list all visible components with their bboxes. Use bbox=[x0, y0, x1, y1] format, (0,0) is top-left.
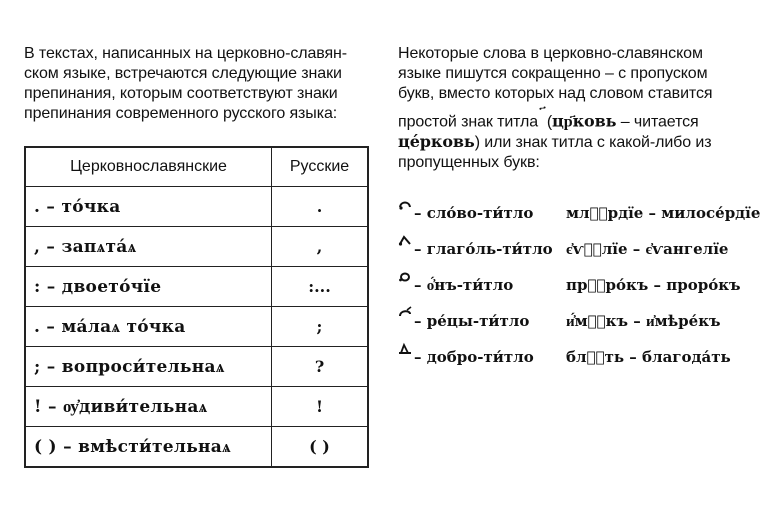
titla-name: – о҆́нъ-ти́тло bbox=[414, 276, 514, 294]
list-item bbox=[398, 270, 758, 306]
right-intro-line: Некоторые слова в церковно-славянском bbox=[398, 45, 703, 62]
cs-word-abbrev: цр҃ковь bbox=[552, 111, 617, 131]
dobro-titlo-icon bbox=[398, 342, 412, 356]
table-cell-ru: ( ) bbox=[272, 427, 369, 468]
rtsy-titlo-icon bbox=[398, 306, 412, 320]
table-cell-cs: ; – вопроси́тельнаѧ bbox=[25, 347, 272, 387]
table-cell-cs: ! – ѹ҆диви́тельнаѧ bbox=[25, 387, 272, 427]
titla-name: – глаго́ль-ти́тло bbox=[414, 240, 553, 258]
table-row bbox=[25, 387, 368, 427]
list-item bbox=[398, 198, 761, 234]
table-row bbox=[25, 227, 368, 267]
right-intro-line: пропущенных букв: bbox=[398, 154, 540, 172]
table-row bbox=[25, 347, 368, 387]
titla-example: блⷢ҇ть – благода́ть bbox=[566, 348, 731, 366]
left-intro-line: препинания современного русского языка: bbox=[24, 105, 338, 122]
table-cell-cs: . – то́чка bbox=[25, 187, 272, 227]
titla-example: и҆́мⷬ҇къ – и҆мѣре́къ bbox=[566, 312, 721, 330]
table-row bbox=[25, 187, 368, 227]
line4-prefix: простой знак титла bbox=[398, 113, 539, 131]
titla-name: – сло́во-ти́тло bbox=[414, 204, 534, 222]
column-header-church-slavonic: Церковнославянские bbox=[25, 147, 272, 187]
table-cell-cs: . – ма́лаѧ то́чка bbox=[25, 307, 272, 347]
titla-example: млⷭ҇рдїе – милосе́рдїе bbox=[566, 204, 761, 222]
titla-example: прⷪ҇ро́къ – проро́къ bbox=[566, 276, 741, 294]
table-cell-cs: ( ) – вмѣсти́тельнаѧ bbox=[25, 427, 272, 468]
table-row bbox=[25, 307, 368, 347]
table-row bbox=[25, 267, 368, 307]
table-cell-ru: :... bbox=[272, 267, 369, 307]
list-item bbox=[398, 234, 758, 270]
left-intro-line: В текстах, написанных на церковно-славян- bbox=[24, 45, 348, 62]
table-cell-ru: ? bbox=[272, 347, 369, 387]
table-row bbox=[25, 427, 368, 468]
right-intro-paragraph bbox=[398, 44, 748, 173]
table-cell-ru: ! bbox=[272, 387, 369, 427]
table-cell-cs: : – двоето́чїе bbox=[25, 267, 272, 307]
table-cell-ru: . bbox=[272, 187, 369, 227]
punctuation-table bbox=[24, 146, 369, 468]
right-intro-line: языке пишутся сокращенно – с пропуском bbox=[398, 65, 708, 82]
glagol-titlo-icon bbox=[398, 234, 412, 248]
right-intro-line bbox=[398, 132, 748, 153]
line4-open-paren: ( bbox=[546, 113, 553, 131]
left-intro-paragraph bbox=[24, 44, 370, 124]
table-cell-cs: , – запѧта́ѧ bbox=[25, 227, 272, 267]
left-column bbox=[24, 44, 370, 124]
line4-suffix: – читается bbox=[620, 113, 699, 131]
titla-name: – добро-ти́тло bbox=[414, 348, 534, 366]
slovo-titlo-icon bbox=[398, 198, 412, 212]
titla-name: – ре́цы-ти́тло bbox=[414, 312, 530, 330]
table-cell-ru: ; bbox=[272, 307, 369, 347]
list-item bbox=[398, 306, 758, 342]
right-intro-line bbox=[398, 104, 748, 132]
left-intro-line: ском языке, встречаются следующие знаки bbox=[24, 65, 342, 82]
titla-list bbox=[398, 198, 761, 378]
right-column bbox=[398, 44, 748, 173]
titla-example: є҆ѵⷢ҇лїе – є҆ѵангелїе bbox=[566, 240, 729, 258]
line5-suffix: ) или знак титла с какой-либо из bbox=[474, 134, 712, 152]
table-cell-ru: , bbox=[272, 227, 369, 267]
cs-word-full: це́рковь bbox=[398, 132, 475, 152]
list-item bbox=[398, 342, 758, 378]
table-header-row bbox=[25, 147, 368, 187]
column-header-russian: Русские bbox=[272, 147, 369, 187]
right-intro-line: букв, вместо которых над словом ставится bbox=[398, 85, 713, 102]
on-titlo-icon bbox=[398, 270, 412, 284]
left-intro-line: препинания, которым соответствуют знаки bbox=[24, 85, 338, 102]
